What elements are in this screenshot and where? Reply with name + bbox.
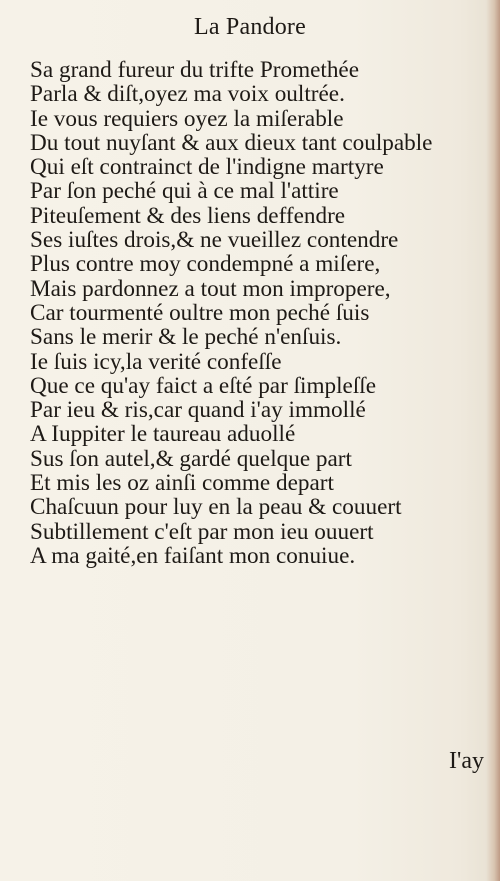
poem-line: Chaſcuun pour luy en la peau & couuert: [30, 494, 402, 521]
poem-line: Mais pardonnez a tout mon impropere,: [30, 275, 391, 302]
poem-line: Piteuſement & des liens deffendre: [30, 202, 346, 229]
catchword: I'ay: [449, 748, 484, 774]
poem-line: Car tourmenté oultre mon peché ſuis: [30, 299, 370, 326]
poem-line: Parla & diſt,oyez ma voix oultrée.: [30, 81, 345, 108]
poem-text: [30, 58, 490, 568]
poem-line: A ma gaité,en faiſant mon conuiue.: [30, 542, 356, 569]
poem-line: Et mis les oz ainſi comme depart: [30, 470, 334, 497]
poem-line: Du tout nuyſant & aux dieux tant coulpable: [30, 129, 433, 156]
poem-line: Par ſon peché qui à ce mal l'attire: [30, 178, 339, 205]
poem-line: Subtillement c'eſt par mon ieu ouuert: [30, 518, 374, 545]
poem-line: Ie ſuis icy,la verité confeſſe: [30, 348, 282, 375]
poem-line: Que ce qu'ay faict a eſté par ſimpleſſe: [30, 372, 377, 399]
poem-line: Sus ſon autel,& gardé quelque part: [30, 445, 352, 472]
poem-line: A Iuppiter le taureau aduollé: [30, 421, 296, 448]
running-head: La Pandore: [194, 14, 306, 40]
poem-line: Sans le merir & le peché n'enſuis.: [30, 324, 342, 351]
poem-line: Ses iuſtes drois,& ne vueillez contendre: [30, 227, 399, 254]
poem-line: Par ieu & ris,car quand i'ay immollé: [30, 397, 366, 424]
poem-line: Sa grand fureur du trifte Promethée: [30, 57, 360, 83]
poem-line: Qui eſt contrainct de l'indigne martyre: [30, 154, 384, 181]
poem-line: Ie vous requiers oyez la miſerable: [30, 105, 344, 132]
poem-line: Plus contre moy condempné a miſere,: [30, 251, 381, 278]
